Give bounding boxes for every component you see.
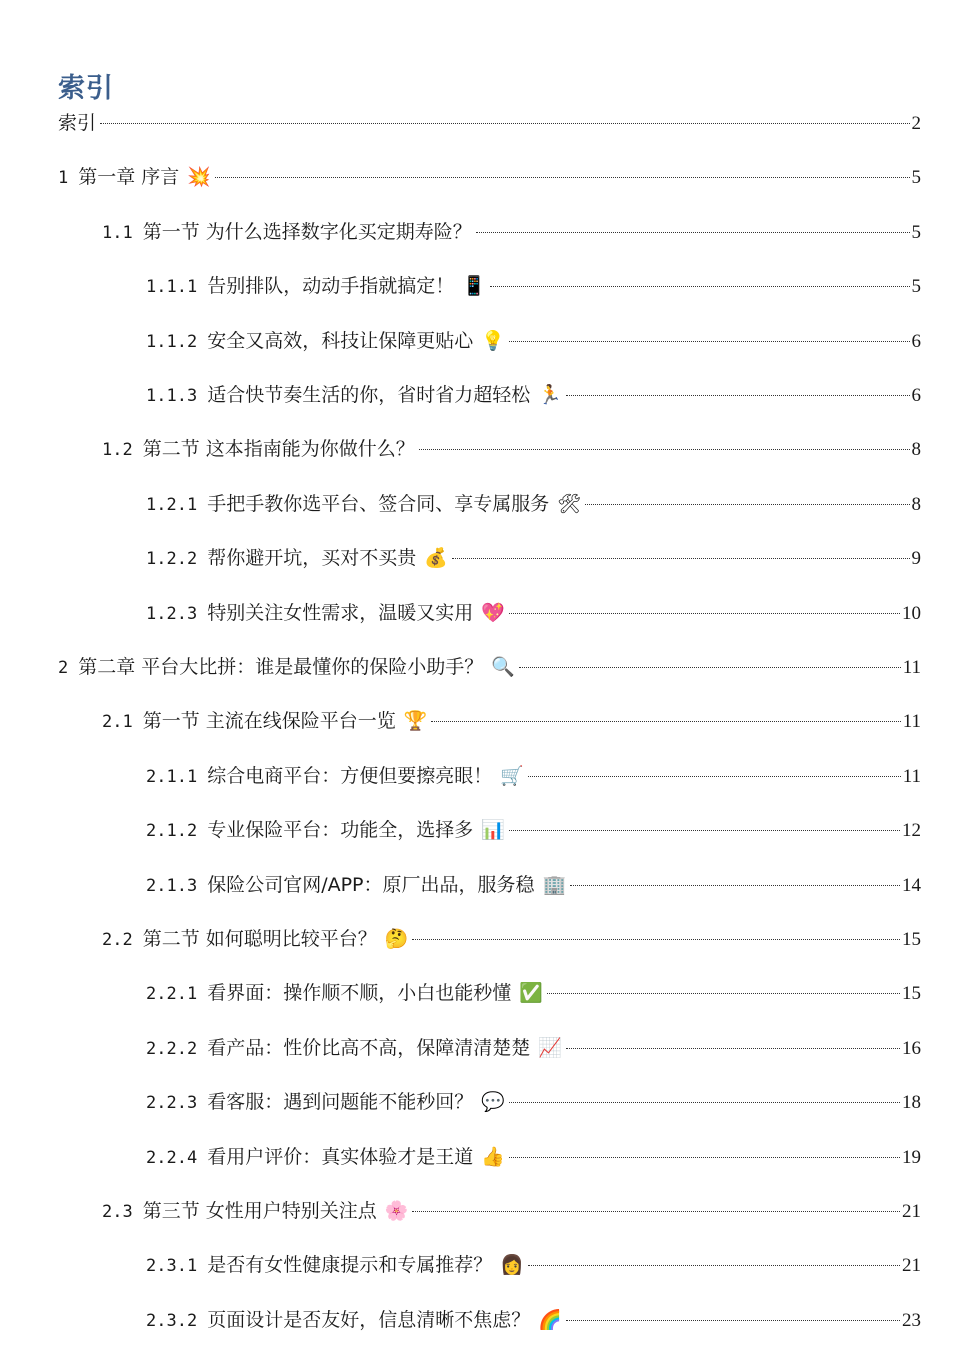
toc-entry-number: 2.3.2	[146, 1310, 198, 1331]
toc-entry-number: 2.3.1	[146, 1256, 198, 1277]
toc-entry-title: 手把手教你选平台、签合同、享专属服务	[207, 492, 550, 515]
toc-entry[interactable]	[146, 870, 921, 900]
toc-entry[interactable]	[146, 1087, 921, 1117]
toc-entry-number: 1.1.1	[146, 277, 198, 298]
toc-entry-title: 看客服：遇到问题能不能秒回？	[207, 1091, 474, 1114]
toc-entry-page-number: 2	[911, 113, 921, 134]
toc-entry-title: 第一章 序言	[78, 166, 180, 189]
mobile-phone-icon: 📱	[462, 275, 486, 298]
toc-entry-title: 第二节 这本指南能为你做什么？	[142, 438, 415, 461]
toc-entry-title: 第二节 如何聪明比较平台？	[142, 928, 377, 950]
toc-entry-page-number: 15	[902, 983, 921, 1005]
toc-entry[interactable]	[146, 489, 921, 519]
toc-entry-title: 索引	[58, 112, 97, 134]
toc-entry-page-number: 15	[902, 929, 921, 950]
trend-up-icon: 📈	[538, 1036, 562, 1059]
toc-entry-page-number: 12	[902, 820, 921, 842]
cherry-blossom-icon: 🌸	[384, 1200, 409, 1222]
toc-entry[interactable]	[58, 162, 921, 192]
toc-entry-number: 2.1.2	[146, 821, 198, 842]
shopping-cart-icon: 🛒	[500, 764, 524, 787]
toc-entry-title: 特别关注女性需求，温暖又实用	[207, 601, 474, 624]
toc-entry-number: 2	[58, 658, 69, 678]
dot-leader	[412, 939, 900, 940]
toc-entry-page-number: 18	[902, 1092, 921, 1114]
toc-entry[interactable]	[58, 652, 921, 682]
toc-entry-number: 2.2.4	[146, 1147, 198, 1168]
dot-leader	[215, 177, 910, 178]
toc-entry-title: 页面设计是否友好，信息清晰不焦虑？	[207, 1308, 531, 1331]
toc-entry[interactable]	[102, 924, 921, 954]
dot-leader	[431, 721, 900, 722]
dot-leader	[528, 1265, 900, 1266]
toc-entry-number: 1.1	[102, 222, 133, 243]
woman-icon: 👩	[500, 1254, 524, 1277]
dot-leader	[419, 449, 910, 450]
toc-entry-title: 专业保险平台：功能全，选择多	[207, 819, 474, 842]
toc-entry-page-number: 11	[902, 765, 921, 787]
toc-entry-page-number: 5	[911, 276, 921, 298]
dot-leader	[412, 1211, 900, 1212]
toc-entry-number: 2.1.1	[146, 766, 198, 787]
toc-entry-number: 2.2.3	[146, 1093, 198, 1114]
toc-entry[interactable]	[146, 271, 921, 301]
toc-entry-number: 1.2.1	[146, 494, 198, 515]
dot-leader	[509, 1102, 900, 1103]
running-person-icon: 🏃	[538, 384, 562, 406]
toc-entry[interactable]	[146, 1250, 921, 1280]
toc-entry-title: 看界面：操作顺不顺，小白也能秒懂	[207, 982, 512, 1005]
toc-entry-number: 2.1	[102, 712, 133, 733]
dot-leader	[528, 776, 901, 777]
toc-entry[interactable]	[146, 326, 921, 356]
toc-entry-number: 1.1.3	[146, 386, 198, 406]
office-building-icon: 🏢	[542, 873, 567, 896]
light-bulb-icon: 💡	[481, 329, 505, 352]
toc-entry[interactable]	[146, 1033, 921, 1063]
toc-entry-number: 1	[58, 168, 69, 189]
toc-entry-number: 2.3	[102, 1202, 133, 1222]
toc-entry-page-number: 19	[902, 1146, 921, 1168]
dot-leader	[452, 558, 910, 559]
toc-entry[interactable]	[146, 761, 921, 791]
toc-entry-number: 1.1.2	[146, 331, 198, 352]
toc-entry-page-number: 11	[902, 711, 921, 733]
dot-leader	[566, 395, 910, 396]
toc-entry-title: 适合快节奏生活的你，省时省力超轻松	[207, 384, 531, 406]
toc-entry-page-number: 6	[911, 330, 921, 352]
toc-entry-number: 2.1.3	[146, 875, 198, 896]
toc-entry[interactable]	[58, 108, 921, 138]
toc-entry-number: 2.2.1	[146, 984, 198, 1005]
toc-entry-page-number: 21	[902, 1255, 921, 1277]
sparkling-heart-icon: 💖	[481, 601, 505, 624]
toc-entry-title: 第三节 女性用户特别关注点	[142, 1200, 377, 1222]
toc-entry-page-number: 9	[911, 548, 921, 570]
dot-leader	[490, 286, 910, 287]
dot-leader	[100, 123, 909, 124]
dot-leader	[566, 1320, 900, 1321]
dot-leader	[509, 1157, 900, 1158]
toc-entry-title: 帮你避开坑，买对不买贵	[207, 547, 417, 570]
toc-entry-title: 看用户评价：真实体验才是王道	[207, 1145, 474, 1168]
bar-chart-icon: 📊	[481, 819, 505, 842]
toc-entry[interactable]	[146, 1305, 921, 1335]
toc-entry-page-number: 10	[902, 602, 921, 624]
trophy-icon: 🏆	[403, 710, 428, 733]
toc-entry-page-number: 5	[911, 167, 921, 189]
toc-entry-page-number: 16	[902, 1037, 921, 1059]
toc-entry-number: 2.2.2	[146, 1038, 198, 1059]
toc-entry-page-number: 14	[902, 874, 921, 896]
toc-entry-number: 1.2.3	[146, 603, 198, 624]
thumbs-up-icon: 👍	[481, 1145, 505, 1168]
toc-entry[interactable]	[102, 434, 921, 464]
toc-entry-title: 看产品：性价比高不高，保障清清楚楚	[207, 1036, 531, 1059]
dot-leader	[509, 830, 900, 831]
toc-entry[interactable]	[102, 217, 921, 247]
toc-entry[interactable]	[146, 380, 921, 410]
magnifier-icon: 🔍	[491, 656, 515, 678]
dot-leader	[509, 341, 910, 342]
toc-entry[interactable]	[146, 543, 921, 573]
toc-entry-title: 第二章 平台大比拼：谁是最懂你的保险小助手？	[78, 656, 484, 678]
toc-entry[interactable]	[102, 706, 921, 736]
check-mark-icon: ✅	[519, 982, 543, 1005]
dot-leader	[547, 993, 900, 994]
toc-entry-title: 第一节 主流在线保险平台一览	[142, 710, 396, 733]
toc-entry-number: 1.2	[102, 440, 133, 461]
thinking-face-icon: 🤔	[384, 928, 409, 950]
toc-entry-page-number: 23	[902, 1309, 921, 1331]
toc-entry-page-number: 11	[902, 657, 921, 678]
toc-entry-number: 1.2.2	[146, 549, 198, 570]
money-bag-icon: 💰	[424, 547, 448, 570]
dot-leader	[519, 667, 901, 668]
toc-entry-page-number: 8	[911, 493, 921, 515]
toc-entry-title: 安全又高效，科技让保障更贴心	[207, 329, 474, 352]
toc-entry[interactable]	[146, 598, 921, 628]
explosion-icon: 💥	[187, 166, 211, 189]
tools-icon: 🛠	[557, 492, 582, 515]
dot-leader	[585, 504, 909, 505]
speech-bubble-icon: 💬	[481, 1091, 505, 1114]
toc-entry[interactable]	[146, 1142, 921, 1172]
toc-entry-title: 综合电商平台：方便但要擦亮眼！	[207, 764, 493, 787]
toc-entry[interactable]	[146, 815, 921, 845]
toc-entry[interactable]	[102, 1196, 921, 1226]
toc-entry-number: 2.2	[102, 930, 133, 950]
toc-entry-page-number: 21	[902, 1201, 921, 1222]
toc-entry[interactable]	[146, 978, 921, 1008]
index-heading: 索引	[58, 73, 114, 104]
dot-leader	[570, 885, 900, 886]
toc-entry-page-number: 6	[911, 385, 921, 406]
toc-entry-title: 第一节 为什么选择数字化买定期寿险？	[142, 220, 472, 243]
dot-leader	[476, 232, 910, 233]
dot-leader	[566, 1048, 900, 1049]
toc-entry-title: 告别排队，动动手指就搞定！	[207, 275, 455, 298]
toc-entry-page-number: 8	[911, 439, 921, 461]
toc-entry-page-number: 5	[911, 221, 921, 243]
toc-entry-title: 保险公司官网/APP：原厂出品，服务稳	[207, 873, 535, 896]
rainbow-icon: 🌈	[538, 1308, 562, 1331]
toc-entry-title: 是否有女性健康提示和专属推荐？	[207, 1254, 493, 1277]
dot-leader	[509, 613, 900, 614]
